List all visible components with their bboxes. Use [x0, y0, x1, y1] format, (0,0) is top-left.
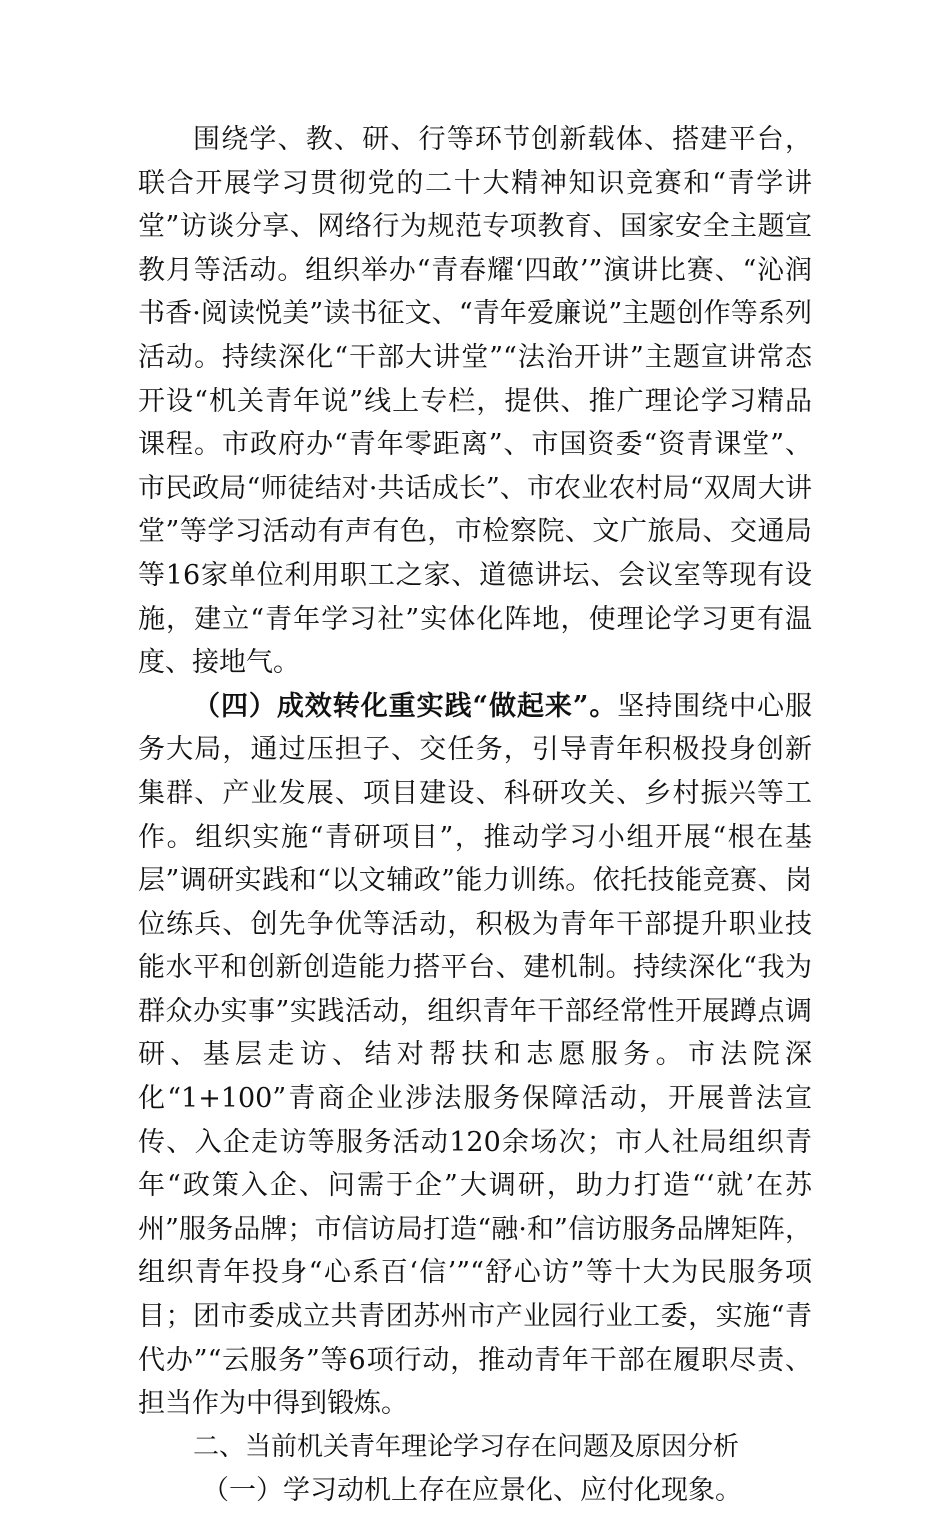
- paragraph-practice-body: 坚持围绕中心服务大局，通过压担子、交任务，引导青年积极投身创新集群、产业发展、项目建设、科研攻关、乡村振兴等工作。组织实施“青研项目”，推动学习小组开展“根在基层”调研实践和“以文辅政”能力训练。依托技能竞赛、岗位练兵、创先争优等活动，积极为青年干部提升职业技能水平和创新创造能力搭平台、建机制。持续深化“我为群众办实事”实践活动，组织青年干部经常性开展蹲点调研、基层走访、结对帮扶和志愿服务。市法院深化“1+100”青商企业涉法服务保障活动，开展普法宣传、入企走访等服务活动120余场次；市人社局组织青年“政策入企、问需于企”大调研，助力打造“‘就’在苏州”服务品牌；市信访局打造“融·和”信访服务品牌矩阵，组织青年投身“心系百‘信’”“舒心访”等十大为民服务项目；团市委成立共青团苏州市产业园行业工委，实施“青代办”“云服务”等6项行动，推动青年干部在履职尽责、担当作为中得到锻炼。: [138, 690, 813, 1420]
- paragraph-practice-heading: （四）成效转化重实践“做起来”。: [193, 690, 618, 722]
- subheading-motivation: （一）学习动机上存在应景化、应付化现象。: [202, 1475, 742, 1507]
- paragraph-practice: [138, 685, 812, 1426]
- section-heading-problems: 二、当前机关青年理论学习存在问题及原因分析: [193, 1431, 740, 1462]
- document-page: [138, 118, 812, 1513]
- paragraph-activities: 围绕学、教、研、行等环节创新载体、搭建平台，联合开展学习贯彻党的二十大精神知识竞赛和“青学讲堂”访谈分享、网络行为规范专项教育、国家安全主题宣教月等活动。组织举办“青春耀‘四敢’”演讲比赛、“沁润书香·阅读悦美”读书征文、“青年爱廉说”主题创作等系列活动。持续深化“干部大讲堂”“法治开讲”主题宣讲常态开设“机关青年说”线上专栏，提供、推广理论学习精品课程。市政府办“青年零距离”、市国资委“资青课堂”、市民政局“师徒结对·共话成长”、市农业农村局“双周大讲堂”等学习活动有声有色，市检察院、文广旅局、交通局等16家单位利用职工之家、道德讲坛、会议室等现有设施，建立“青年学习社”实体化阵地，使理论学习更有温度、接地气。: [138, 124, 812, 679]
